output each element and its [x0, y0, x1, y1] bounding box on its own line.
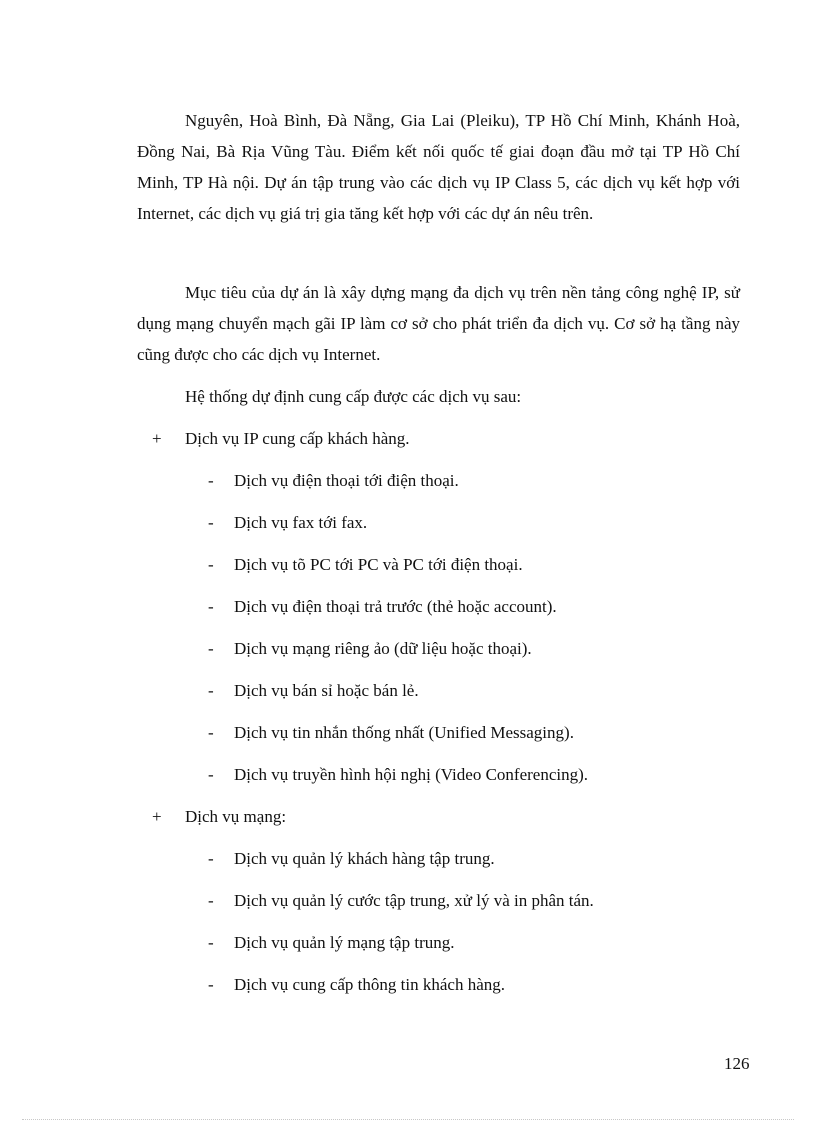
list-item-text: Dịch vụ mạng riêng ảo (dữ liệu hoặc thoại). [234, 639, 532, 658]
list-item [208, 549, 523, 580]
dash-bullet: - [208, 555, 214, 574]
list-item-text: Dịch vụ quản lý khách hàng tập trung. [234, 849, 495, 868]
paragraph-project-goal: Mục tiêu của dự án là xây dựng mạng đa dịch vụ trên nền tảng công nghệ IP, sử dụng mạng chuyển mạch gãi IP làm cơ sở cho phát triển đa dịch vụ. Cơ sở hạ tầng này cũng được cho các dịch vụ Internet. [137, 283, 740, 364]
list-item-text: Dịch vụ điện thoại trả trước (thẻ hoặc account). [234, 597, 557, 616]
list-item [208, 465, 459, 496]
section-ip-services [152, 423, 410, 454]
list-item [208, 885, 594, 916]
paragraph-locations: Nguyên, Hoà Bình, Đà Nẵng, Gia Lai (Pleiku), TP Hồ Chí Minh, Khánh Hoà, Đồng Nai, Bà Rịa Vũng Tàu. Điểm kết nối quốc tế giai đoạn đầu mở tại TP Hồ Chí Minh, TP Hà nội. Dự án tập trung vào các dịch vụ IP Class 5, các dịch vụ kết hợp với Internet, các dịch vụ giá trị gia tăng kết hợp với các dự án nêu trên. [137, 111, 740, 223]
plus-bullet: + [152, 429, 162, 448]
dash-bullet: - [208, 975, 214, 994]
list-item-text: Dịch vụ quản lý cước tập trung, xử lý và in phân tán. [234, 891, 594, 910]
bottom-divider [22, 1119, 794, 1120]
list-item [208, 717, 574, 748]
dash-bullet: - [208, 933, 214, 952]
section-network-services [152, 801, 286, 832]
list-item-text: Dịch vụ điện thoại tới điện thoại. [234, 471, 459, 490]
dash-bullet: - [208, 471, 214, 490]
list-item-text: Dịch vụ truyền hình hội nghị (Video Conferencing). [234, 765, 589, 784]
list-item [208, 969, 505, 1000]
list-item [208, 675, 419, 706]
dash-bullet: - [208, 639, 214, 658]
list-item-text: Dịch vụ tõ PC tới PC và PC tới điện thoại. [234, 555, 523, 574]
list-item [208, 759, 588, 790]
dash-bullet: - [208, 723, 214, 742]
list-item [208, 843, 495, 874]
dash-bullet: - [208, 597, 214, 616]
dash-bullet: - [208, 681, 214, 700]
dash-bullet: - [208, 765, 214, 784]
list-item-text: Dịch vụ quản lý mạng tập trung. [234, 933, 455, 952]
list-item-text: Dịch vụ bán sỉ hoặc bán lẻ. [234, 681, 419, 700]
section-title: Dịch vụ IP cung cấp khách hàng. [185, 429, 410, 448]
plus-bullet: + [152, 807, 162, 826]
list-item-text: Dịch vụ fax tới fax. [234, 513, 368, 532]
section-title: Dịch vụ mạng: [185, 807, 287, 826]
list-item [208, 591, 557, 622]
dash-bullet: - [208, 849, 214, 868]
dash-bullet: - [208, 891, 214, 910]
paragraph-services-intro: Hệ thống dự định cung cấp được các dịch vụ sau: [185, 387, 522, 406]
page-number: 126 [724, 1054, 750, 1073]
list-item-text: Dịch vụ tin nhắn thống nhất (Unified Messaging). [234, 723, 574, 742]
list-item-text: Dịch vụ cung cấp thông tin khách hàng. [234, 975, 505, 994]
dash-bullet: - [208, 513, 214, 532]
list-item [208, 927, 455, 958]
list-item [208, 507, 367, 538]
list-item [208, 633, 532, 664]
